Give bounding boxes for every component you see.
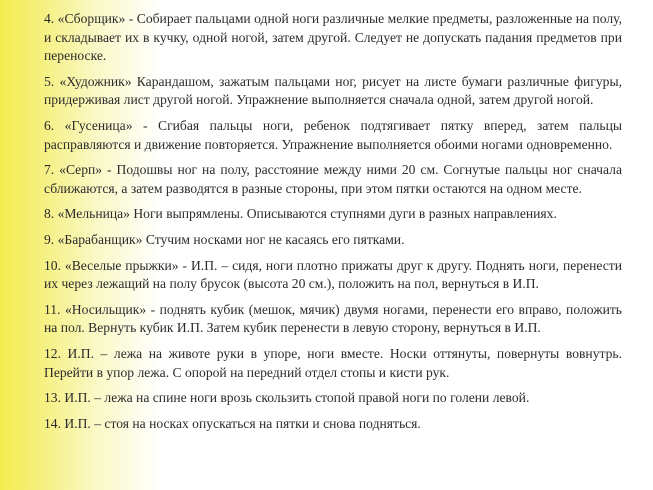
exercise-item-12: 12. И.П. – лежа на животе руки в упоре, ноги вместе. Носки оттянуты, повернуты вовнутрь. Перейти в упор лежа. С опорой на передний отдел стопы и кисти рук. [44, 345, 622, 380]
exercise-list [44, 10, 622, 433]
exercise-item-10: 10. «Веселые прыжки» - И.П. – сидя, ноги плотно прижаты друг к другу. Поднять ноги, перенести их через лежащий на полу брусок (высота 20 см.), положить на пол, вернуться в И.П. [44, 257, 622, 292]
exercise-item-13: 13. И.П. – лежа на спине ноги врозь скользить стопой правой ноги по голени левой. [44, 390, 530, 406]
exercise-item-5: 5. «Художник» Карандашом, зажатым пальцами ног, рисует на листе бумаги различные фигуры, придерживая лист другой ногой. Упражнение выполняется сначала одной, затем другой ногой. [44, 73, 622, 108]
exercise-item-7: 7. «Серп» - Подошвы ног на полу, расстояние между ними 20 см. Согнутые пальцы ног сначала сближаются, а затем разводятся в разные стороны, при этом пятки остаются на одном месте. [44, 162, 622, 196]
exercise-item-14: 14. И.П. – стоя на носках опускаться на пятки и снова подняться. [44, 415, 421, 431]
exercise-item-4: 4. «Сборщик» - Собирает пальцами одной ноги различные мелкие предметы, разложенные на полу, и складывает их в кучку, одной ногой, затем другой. Следует не допускать падания предметов при переноске. [44, 11, 622, 64]
exercise-item-11: 11. «Носильщик» - поднять кубик (мешок, мячик) двумя ногами, перенести его вправо, положить на пол. Вернуть кубик И.П. Затем кубик перенести в левую сторону, вернуться в И.П. [44, 301, 622, 336]
exercise-item-9: 9. «Барабанщик» Стучим носками ног не касаясь его пятками. [44, 231, 405, 247]
exercise-item-8: 8. «Мельница» Ноги выпрямлены. Описываются ступнями дуги в разных направлениях. [44, 206, 557, 222]
exercise-item-6: 6. «Гусеница» - Сгибая пальцы ноги, ребенок подтягивает пятку вперед, затем пальцы расправляются и движение повторяется. Упражнение выполняется обоими ногами одновременно. [44, 117, 622, 152]
